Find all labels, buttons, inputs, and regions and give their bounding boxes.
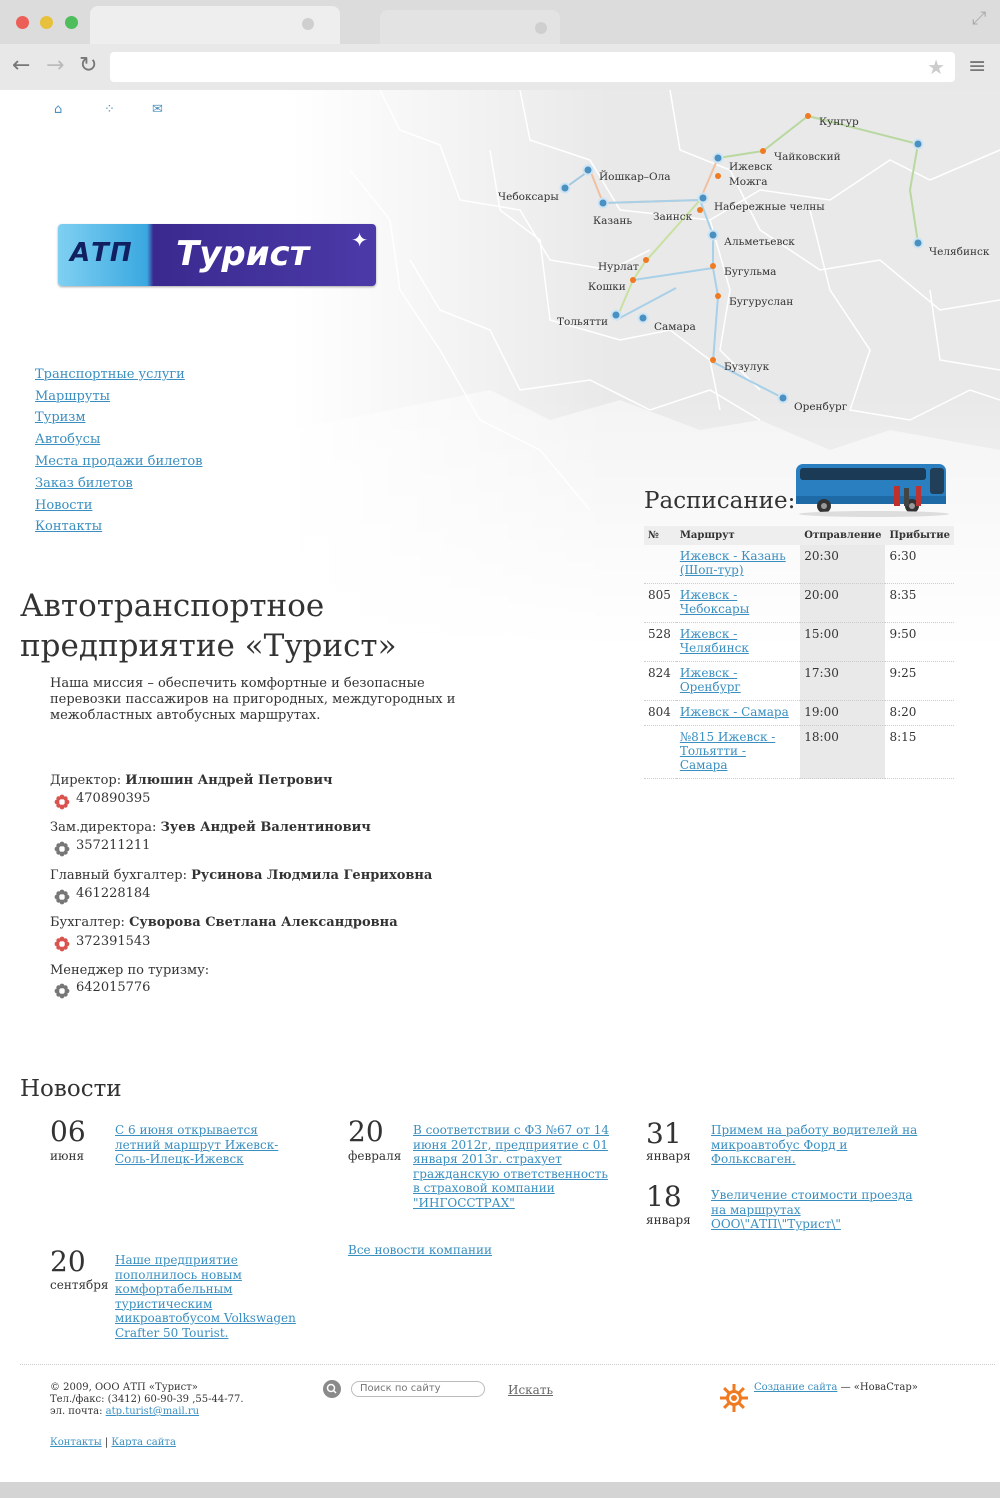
city-label: Нурлат — [598, 261, 639, 273]
staff-role-label: Главный бухгалтер: — [50, 868, 192, 883]
city-label: Можга — [729, 176, 768, 188]
staff-role — [50, 773, 333, 788]
nav-link-ticket-offices[interactable]: Места продажи билетов — [35, 454, 203, 469]
news-day: 20 — [50, 1245, 86, 1278]
nav-link-tourism[interactable]: Туризм — [35, 410, 86, 425]
arrow-left-icon: ← — [12, 53, 31, 78]
news-month: января — [646, 1149, 691, 1163]
footer-separator: | — [104, 1437, 109, 1448]
route-link[interactable]: Ижевск - Чебоксары — [679, 588, 750, 616]
fullscreen-icon[interactable]: ⤢ — [972, 8, 987, 29]
city-label: Набережные челны — [714, 201, 825, 213]
schedule-row — [644, 662, 954, 701]
city-label: Бузулук — [724, 361, 770, 373]
search-button[interactable]: Искать — [508, 1383, 554, 1397]
footer-copyright: © 2009, ООО АТП «Турист» — [50, 1382, 198, 1393]
route-number — [644, 545, 676, 584]
schedule-title: Расписание: — [644, 488, 796, 514]
staff-role — [50, 820, 371, 835]
page-title-line2: предприятие «Турист» — [20, 628, 397, 664]
city-label: Челябинск — [929, 246, 990, 258]
route-link[interactable]: Ижевск - Челябинск — [679, 627, 749, 655]
city-label: Кунгур — [819, 116, 859, 128]
schedule-row — [644, 545, 954, 584]
icq-status-icon — [54, 983, 70, 999]
footer-email-label: эл. почта: — [50, 1406, 106, 1417]
footer-email-link[interactable]: atp.turist@mail.ru — [105, 1406, 200, 1417]
page-title-line1: Автотранспортное — [20, 588, 325, 624]
page-title — [20, 586, 500, 666]
news-link[interactable]: В соответствии с ФЗ №67 от 14 июня 2012г, предприятие с 01 января 2013г. страхует гражданскую ответственность в страховой компании "ИНГОССТРАХ" — [413, 1123, 610, 1210]
icq-status-icon — [54, 889, 70, 905]
hamburger-icon[interactable]: ≡ — [968, 54, 987, 79]
departure-time: 19:00 — [800, 701, 885, 726]
departure-time: 17:30 — [800, 662, 885, 701]
developer-link[interactable]: Создание сайта — [754, 1382, 838, 1393]
logo-name-text: Турист — [176, 234, 310, 274]
staff-phone: 461228184 — [76, 886, 151, 901]
route-link[interactable]: №815 Ижевск - Тольятти - Самара — [679, 730, 776, 772]
staff-phone: 357211211 — [76, 838, 151, 853]
tab-close-icon[interactable] — [535, 22, 547, 34]
departure-time: 18:00 — [800, 726, 885, 779]
schedule-header-row — [644, 526, 954, 545]
arrival-time: 8:35 — [885, 584, 954, 623]
tab-close-icon[interactable] — [302, 18, 314, 30]
address-bar[interactable] — [110, 52, 955, 82]
footer-email-row — [50, 1406, 199, 1418]
browser-chrome — [0, 0, 1000, 90]
route-number — [644, 726, 676, 779]
route-number: 804 — [644, 701, 676, 726]
city-label: Йошкар–Ола — [599, 171, 671, 183]
footer-links — [50, 1437, 176, 1449]
news-link[interactable]: Увеличение стоимости проезда на маршрутах ООО\"АТП\"Турист\" — [711, 1188, 913, 1231]
icq-status-icon — [54, 841, 70, 857]
news-month: сентября — [50, 1278, 109, 1292]
developer-suffix: — «НоваСтар» — [837, 1382, 918, 1393]
news-link[interactable]: С 6 июня открывается летний маршрут Ижевск-Соль-Илецк-Ижевск — [115, 1123, 279, 1166]
staff-phone: 470890395 — [76, 791, 151, 806]
search-icon[interactable] — [323, 1380, 341, 1398]
staff-role-label: Директор: — [50, 773, 126, 788]
news-day: 18 — [646, 1180, 682, 1213]
maximize-window-button[interactable] — [65, 16, 78, 29]
staff-name: Суворова Светлана Александровна — [129, 915, 398, 930]
news-title: Новости — [20, 1076, 122, 1102]
city-label: Тольятти — [557, 316, 608, 328]
sitemap-icon[interactable]: ⁘ — [104, 102, 115, 117]
news-month: июня — [50, 1149, 85, 1163]
tab-bar — [0, 0, 1000, 44]
city-label: Заинск — [653, 211, 693, 223]
footer-link-contacts[interactable]: Контакты — [50, 1437, 102, 1448]
city-label: Самара — [654, 321, 696, 333]
schedule-row — [644, 726, 954, 779]
staff-phone: 642015776 — [76, 980, 151, 995]
nav-link-contacts[interactable]: Контакты — [35, 519, 103, 534]
back-button[interactable] — [12, 54, 30, 78]
schedule-row — [644, 623, 954, 662]
news-day: 31 — [646, 1117, 682, 1150]
staff-role-label: Зам.директора: — [50, 820, 161, 835]
staff-role — [50, 868, 432, 883]
arrival-time: 9:50 — [885, 623, 954, 662]
staff-role — [50, 963, 209, 978]
route-link[interactable]: Ижевск - Оренбург — [679, 666, 741, 694]
staff-role — [50, 915, 398, 930]
tab-active[interactable] — [90, 6, 340, 44]
arrival-time: 8:20 — [885, 701, 954, 726]
departure-time: 15:00 — [800, 623, 885, 662]
star-icon[interactable]: ★ — [927, 55, 945, 79]
staff-name: Русинова Людмила Генриховна — [191, 868, 433, 883]
news-day: 06 — [50, 1115, 86, 1148]
col-arrival: Прибытие — [885, 526, 954, 545]
all-news-link[interactable]: Все новости компании — [348, 1243, 493, 1257]
city-label: Бугуруслан — [729, 296, 794, 308]
arrival-time: 8:15 — [885, 726, 954, 779]
nav-link-ticket-order[interactable]: Заказ билетов — [35, 476, 133, 491]
tab-new[interactable] — [380, 10, 560, 44]
city-label: Чебоксары — [498, 191, 559, 203]
schedule-row — [644, 701, 954, 726]
sparkle-icon: ✦ — [351, 228, 368, 252]
developer-credit — [754, 1382, 918, 1394]
forward-button[interactable] — [46, 54, 64, 78]
city-label: Бугульма — [724, 266, 777, 278]
reload-icon: ↻ — [79, 53, 98, 78]
route-number: 805 — [644, 584, 676, 623]
news-month: февраля — [348, 1149, 402, 1163]
route-number: 528 — [644, 623, 676, 662]
close-window-button[interactable] — [16, 16, 29, 29]
news-month: января — [646, 1213, 691, 1227]
staff-role-label: Менеджер по туризму: — [50, 963, 210, 978]
mail-icon[interactable]: ✉ — [152, 102, 163, 117]
city-label: Кошки — [588, 281, 626, 293]
icq-status-icon — [54, 794, 70, 810]
site-logo[interactable] — [58, 224, 376, 286]
city-label: Казань — [593, 215, 633, 227]
sun-gear-icon — [720, 1384, 748, 1412]
staff-name: Илюшин Андрей Петрович — [125, 773, 333, 788]
icq-status-icon — [54, 936, 70, 952]
nav-link-routes[interactable]: Маршруты — [35, 389, 110, 404]
col-departure: Отправление — [800, 526, 885, 545]
minimize-window-button[interactable] — [40, 16, 53, 29]
footer-divider — [20, 1364, 995, 1365]
nav-link-buses[interactable]: Автобусы — [35, 432, 101, 447]
bus-image — [794, 460, 954, 518]
departure-time: 20:00 — [800, 584, 885, 623]
home-icon[interactable]: ⌂ — [54, 102, 63, 117]
route-link[interactable]: Ижевск - Казань (Шоп-тур) — [679, 549, 786, 577]
city-label: Ижевск — [729, 161, 773, 173]
arrival-time: 6:30 — [885, 545, 954, 584]
staff-name: Зуев Андрей Валентинович — [160, 820, 371, 835]
staff-role-label: Бухгалтер: — [50, 915, 130, 930]
news-day: 20 — [348, 1115, 384, 1148]
arrow-right-icon: → — [46, 53, 65, 78]
search-input[interactable] — [351, 1381, 485, 1397]
reload-button[interactable] — [79, 54, 97, 78]
news-link[interactable]: Примем на работу водителей на микроавтобус Форд и Фольксваген. — [711, 1123, 918, 1166]
route-number: 824 — [644, 662, 676, 701]
schedule-table — [644, 526, 954, 779]
nav-link-transport[interactable]: Транспортные услуги — [35, 367, 185, 382]
col-route: Маршрут — [676, 526, 800, 545]
departure-time: 20:30 — [800, 545, 885, 584]
footer-link-sitemap[interactable]: Карта сайта — [111, 1437, 176, 1448]
staff-phone: 372391543 — [76, 934, 151, 949]
logo-atp-text: АТП — [70, 238, 133, 268]
city-label: Альметьевск — [724, 236, 795, 248]
route-link[interactable]: Ижевск - Самара — [679, 705, 789, 719]
city-label: Оренбург — [794, 401, 848, 413]
footer-phone: Тел./факс: (3412) 60-90-39 ,55-44-77. — [50, 1394, 244, 1405]
news-link[interactable]: Наше предприятие пополнилось новым комфортабельным туристическим микроавтобусом Volkswagen Crafter 50 Tourist. — [115, 1253, 296, 1340]
window-bottom-edge — [0, 1482, 1000, 1498]
city-label: Чайковский — [774, 151, 841, 163]
mission-text: Наша миссия – обеспечить комфортные и безопасные перевозки пассажиров на пригородных, междугородных и межобластных автобусных маршрутах. — [50, 676, 456, 723]
web-page — [0, 90, 1000, 1482]
col-number: № — [644, 526, 676, 545]
schedule-row — [644, 584, 954, 623]
nav-link-news[interactable]: Новости — [35, 498, 93, 513]
arrival-time: 9:25 — [885, 662, 954, 701]
